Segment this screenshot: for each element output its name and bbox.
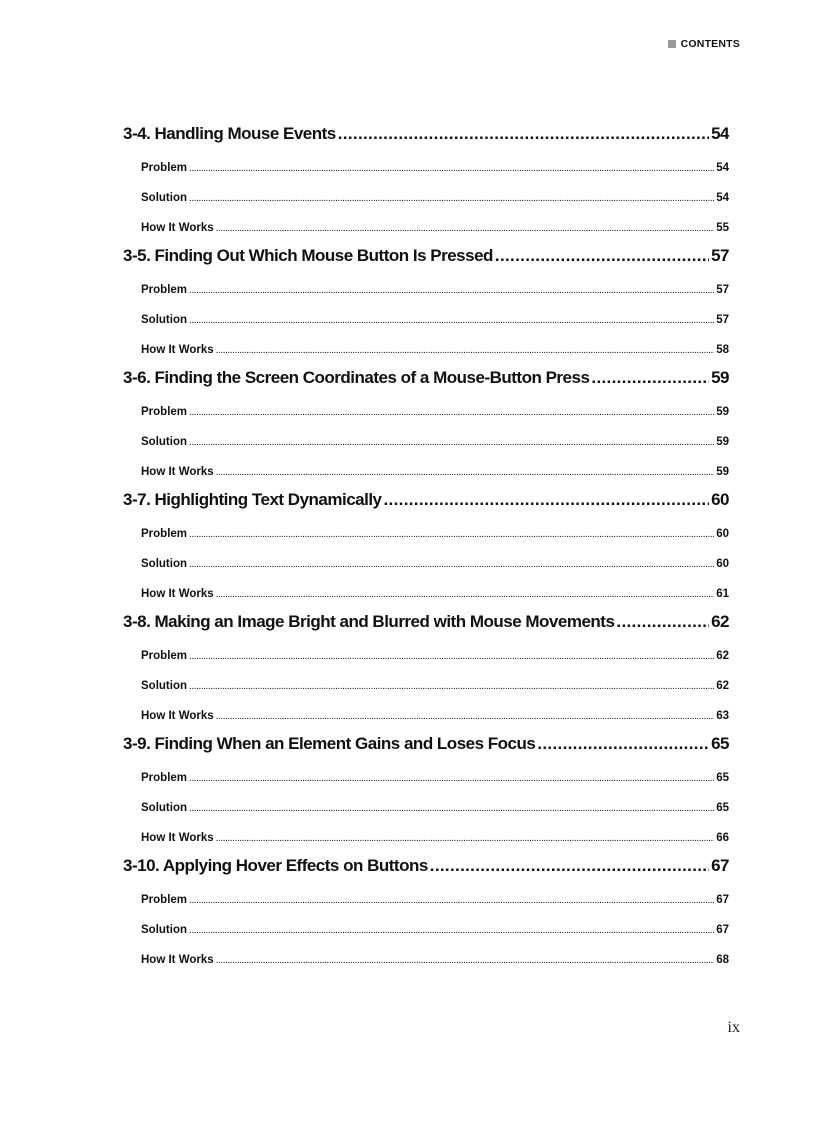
dot-leader: [430, 853, 709, 879]
toc-subentry[interactable]: [123, 641, 729, 671]
toc-subentry-label: Solution: [141, 314, 187, 326]
toc-subentry-label: Solution: [141, 802, 187, 814]
toc-subentry[interactable]: [123, 549, 729, 579]
toc-subentry-label: Solution: [141, 436, 187, 448]
toc-entry-title: 3-8. Making an Image Bright and Blurred with Mouse Movements: [123, 612, 615, 631]
dot-leader: [216, 823, 715, 853]
toc-entry-title: 3-5. Finding Out Which Mouse Button Is Pressed: [123, 246, 493, 265]
dot-leader: [537, 731, 709, 757]
toc-entry[interactable]: [123, 731, 729, 763]
toc-entry[interactable]: [123, 121, 729, 153]
toc-entry-title: 3-7. Highlighting Text Dynamically: [123, 490, 382, 509]
toc-subentry-page: 68: [716, 954, 729, 966]
toc-subentry-page: 62: [716, 680, 729, 692]
toc-subentry[interactable]: [123, 335, 729, 365]
toc-subentry[interactable]: [123, 519, 729, 549]
toc-subentry-page: 55: [716, 222, 729, 234]
dot-leader: [189, 153, 714, 183]
toc-entry-page: 67: [711, 856, 729, 875]
header-square-icon: [668, 40, 676, 48]
toc-subentry[interactable]: [123, 183, 729, 213]
dot-leader: [189, 915, 714, 945]
toc-entry[interactable]: [123, 853, 729, 885]
toc-subentry-page: 54: [716, 162, 729, 174]
dot-leader: [189, 549, 714, 579]
toc-subentry-label: How It Works: [141, 222, 214, 234]
table-of-contents: [123, 121, 729, 975]
toc-entry-page: 57: [711, 246, 729, 265]
dot-leader: [216, 945, 715, 975]
toc-subentry[interactable]: [123, 457, 729, 487]
dot-leader: [495, 243, 709, 269]
toc-subentry[interactable]: [123, 945, 729, 975]
toc-subentry[interactable]: [123, 763, 729, 793]
toc-entry-title: 3-6. Finding the Screen Coordinates of a Mouse-Button Press: [123, 368, 590, 387]
toc-subentry-label: Problem: [141, 650, 188, 662]
toc-subentry-label: Solution: [141, 558, 187, 570]
toc-subentry[interactable]: [123, 671, 729, 701]
toc-entry-title: 3-4. Handling Mouse Events: [123, 124, 336, 143]
dot-leader: [189, 671, 714, 701]
toc-subentry-page: 61: [716, 588, 729, 600]
toc-entry[interactable]: [123, 243, 729, 275]
toc-subentry-page: 58: [716, 344, 729, 356]
toc-subentry-page: 60: [716, 528, 729, 540]
toc-subentry-label: How It Works: [141, 588, 214, 600]
toc-subentry[interactable]: [123, 885, 729, 915]
toc-subentry-label: Problem: [141, 772, 188, 784]
dot-leader: [189, 763, 714, 793]
dot-leader: [216, 457, 715, 487]
toc-subentry-label: Problem: [141, 894, 188, 906]
toc-subentry[interactable]: [123, 427, 729, 457]
toc-subentry-page: 63: [716, 710, 729, 722]
dot-leader: [189, 519, 714, 549]
toc-subentry[interactable]: [123, 213, 729, 243]
toc-subentry-page: 67: [716, 924, 729, 936]
toc-entry-page: 60: [711, 490, 729, 509]
dot-leader: [189, 183, 714, 213]
toc-entry[interactable]: [123, 609, 729, 641]
toc-subentry-page: 62: [716, 650, 729, 662]
running-header: [668, 38, 740, 50]
toc-entry-page: 59: [711, 368, 729, 387]
toc-entry-title: 3-9. Finding When an Element Gains and Loses Focus: [123, 734, 536, 753]
toc-entry-page: 62: [711, 612, 729, 631]
dot-leader: [216, 335, 715, 365]
dot-leader: [189, 641, 714, 671]
dot-leader: [189, 885, 714, 915]
toc-subentry-label: How It Works: [141, 344, 214, 356]
header-label: CONTENTS: [680, 38, 740, 50]
toc-entry-page: 65: [711, 734, 729, 753]
toc-entry-page: 54: [711, 124, 729, 143]
toc-subentry-page: 59: [716, 406, 729, 418]
dot-leader: [384, 487, 710, 513]
toc-subentry-label: Solution: [141, 680, 187, 692]
toc-subentry-page: 67: [716, 894, 729, 906]
dot-leader: [189, 305, 714, 335]
dot-leader: [216, 701, 715, 731]
dot-leader: [616, 609, 709, 635]
toc-entry[interactable]: [123, 487, 729, 519]
toc-subentry-label: How It Works: [141, 466, 214, 478]
toc-subentry[interactable]: [123, 915, 729, 945]
toc-subentry-label: Problem: [141, 284, 188, 296]
toc-subentry-label: Solution: [141, 192, 187, 204]
toc-subentry-label: Problem: [141, 528, 188, 540]
toc-subentry-page: 57: [716, 314, 729, 326]
dot-leader: [189, 427, 714, 457]
dot-leader: [591, 365, 709, 391]
toc-subentry[interactable]: [123, 275, 729, 305]
toc-subentry-label: How It Works: [141, 954, 214, 966]
toc-subentry[interactable]: [123, 397, 729, 427]
toc-subentry-page: 57: [716, 284, 729, 296]
toc-subentry-label: Problem: [141, 406, 188, 418]
toc-subentry-page: 66: [716, 832, 729, 844]
toc-subentry-label: Problem: [141, 162, 188, 174]
page-number: ix: [727, 1019, 740, 1036]
dot-leader: [189, 793, 714, 823]
toc-subentry-page: 59: [716, 436, 729, 448]
toc-subentry-label: Solution: [141, 924, 187, 936]
toc-subentry-page: 59: [716, 466, 729, 478]
toc-subentry-label: How It Works: [141, 832, 214, 844]
toc-subentry[interactable]: [123, 701, 729, 731]
toc-entry-title: 3-10. Applying Hover Effects on Buttons: [123, 856, 428, 875]
toc-subentry[interactable]: [123, 793, 729, 823]
toc-subentry-page: 65: [716, 772, 729, 784]
toc-subentry[interactable]: [123, 823, 729, 853]
toc-subentry[interactable]: [123, 153, 729, 183]
dot-leader: [189, 397, 714, 427]
toc-subentry[interactable]: [123, 579, 729, 609]
toc-subentry-page: 65: [716, 802, 729, 814]
toc-subentry[interactable]: [123, 305, 729, 335]
dot-leader: [216, 579, 715, 609]
toc-entry[interactable]: [123, 365, 729, 397]
dot-leader: [338, 121, 709, 147]
toc-subentry-page: 60: [716, 558, 729, 570]
dot-leader: [216, 213, 715, 243]
dot-leader: [189, 275, 714, 305]
toc-subentry-label: How It Works: [141, 710, 214, 722]
toc-subentry-page: 54: [716, 192, 729, 204]
